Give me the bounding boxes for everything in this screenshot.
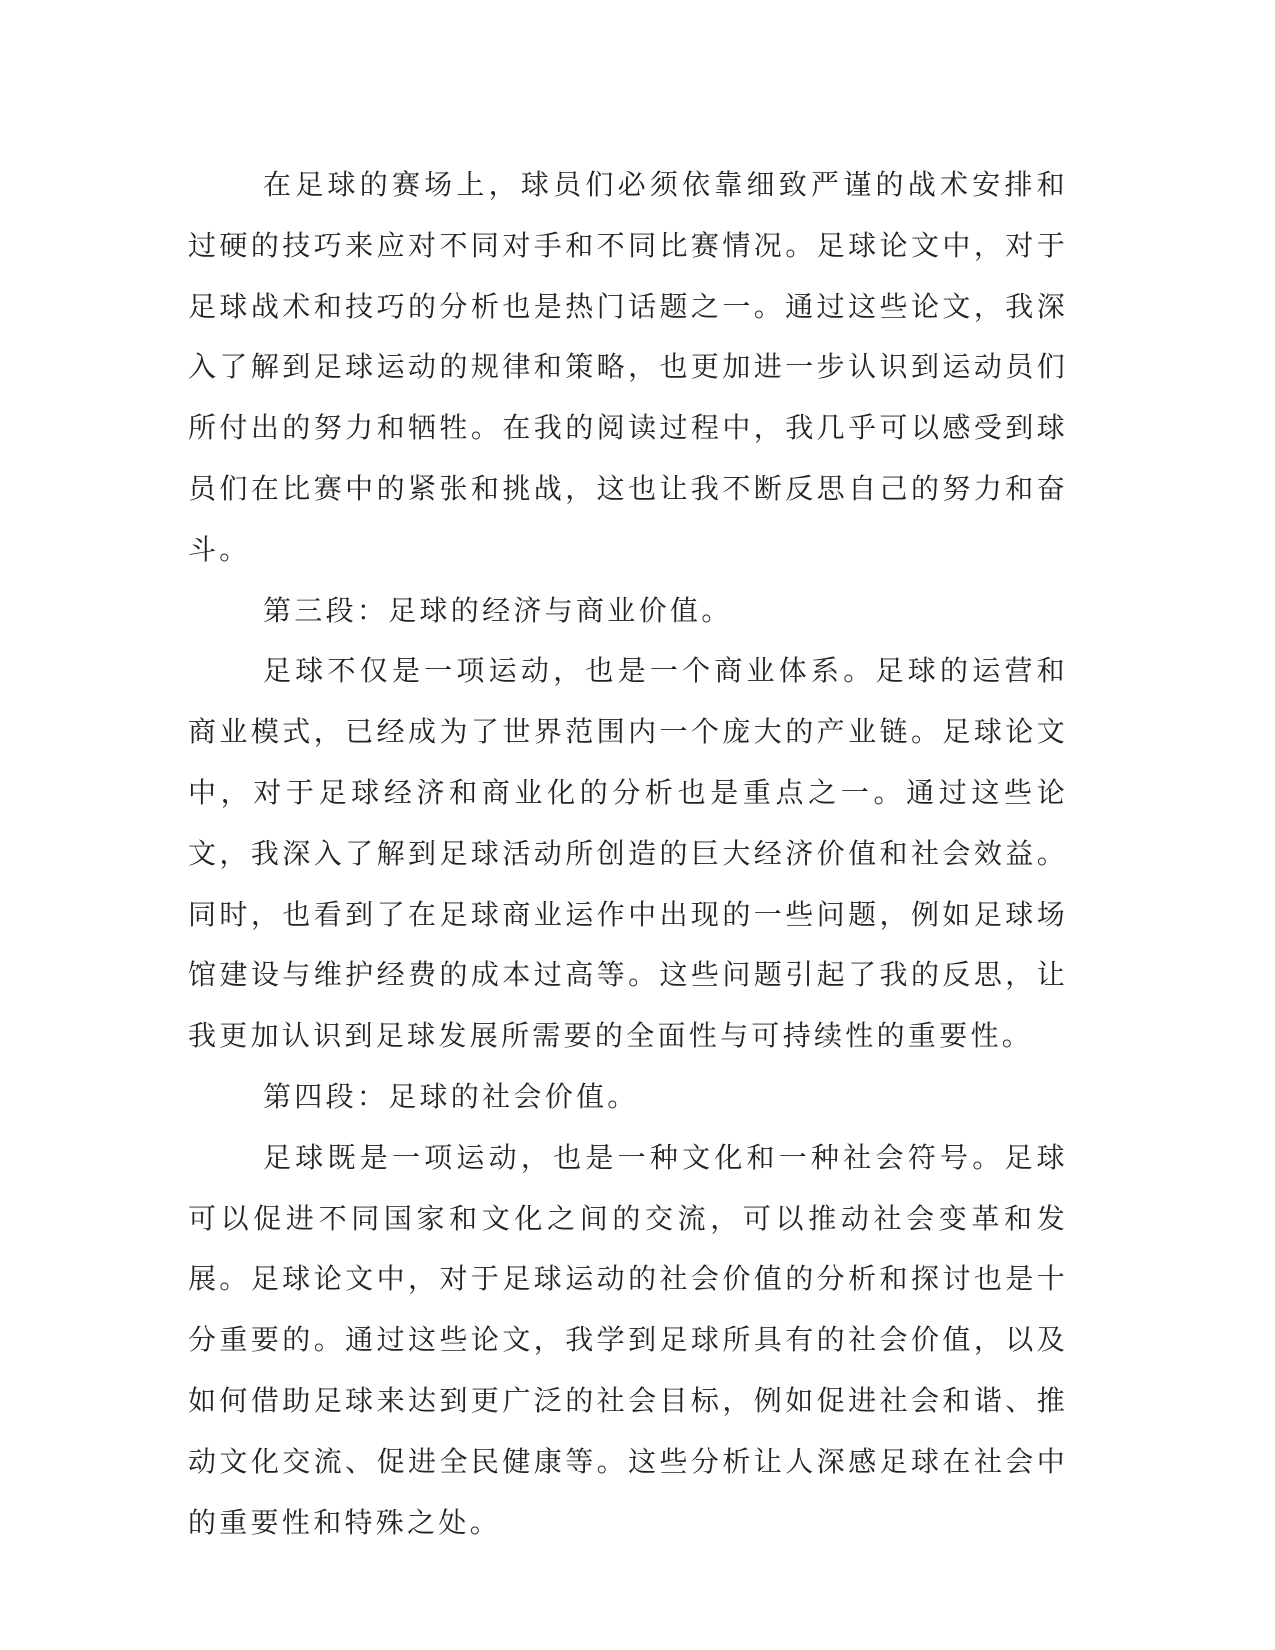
- paragraph-economy: 足球不仅是一项运动，也是一个商业体系。足球的运营和商业模式，已经成为了世界范围内一个庞大的产业链。足球论文中，对于足球经济和商业化的分析也是重点之一。通过这些论文，我深入了解到足球活动所创造的巨大经济价值和社会效益。同时，也看到了在足球商业运作中出现的一些问题，例如足球场馆建设与维护经费的成本过高等。这些问题引起了我的反思，让我更加认识到足球发展所需要的全面性与可持续性的重要性。: [188, 654, 1068, 1053]
- paragraph-social-value: 足球既是一项运动，也是一种文化和一种社会符号。足球可以促进不同国家和文化之间的交流，可以推动社会变革和发展。足球论文中，对于足球运动的社会价值的分析和探讨也是十分重要的。通过这些论文，我学到足球所具有的社会价值，以及如何借助足球来达到更广泛的社会目标，例如促进社会和谐、推动文化交流、促进全民健康等。这些分析让人深感足球在社会中的重要性和特殊之处。: [188, 1140, 1068, 1539]
- paragraph-tactics: 在足球的赛场上，球员们必须依靠细致严谨的战术安排和过硬的技巧来应对不同对手和不同比赛情况。足球论文中，对于足球战术和技巧的分析也是热门话题之一。通过这些论文，我深入了解到足球运动的规律和策略，也更加进一步认识到运动员们所付出的努力和牺牲。在我的阅读过程中，我几乎可以感受到球员们在比赛中的紧张和挑战，这也让我不断反思自己的努力和奋斗。: [188, 168, 1068, 566]
- section-heading-4: 第四段：足球的社会价值。: [263, 1079, 639, 1113]
- document-body: [188, 155, 1068, 1553]
- section-heading-3: 第三段：足球的经济与商业价值。: [263, 593, 733, 627]
